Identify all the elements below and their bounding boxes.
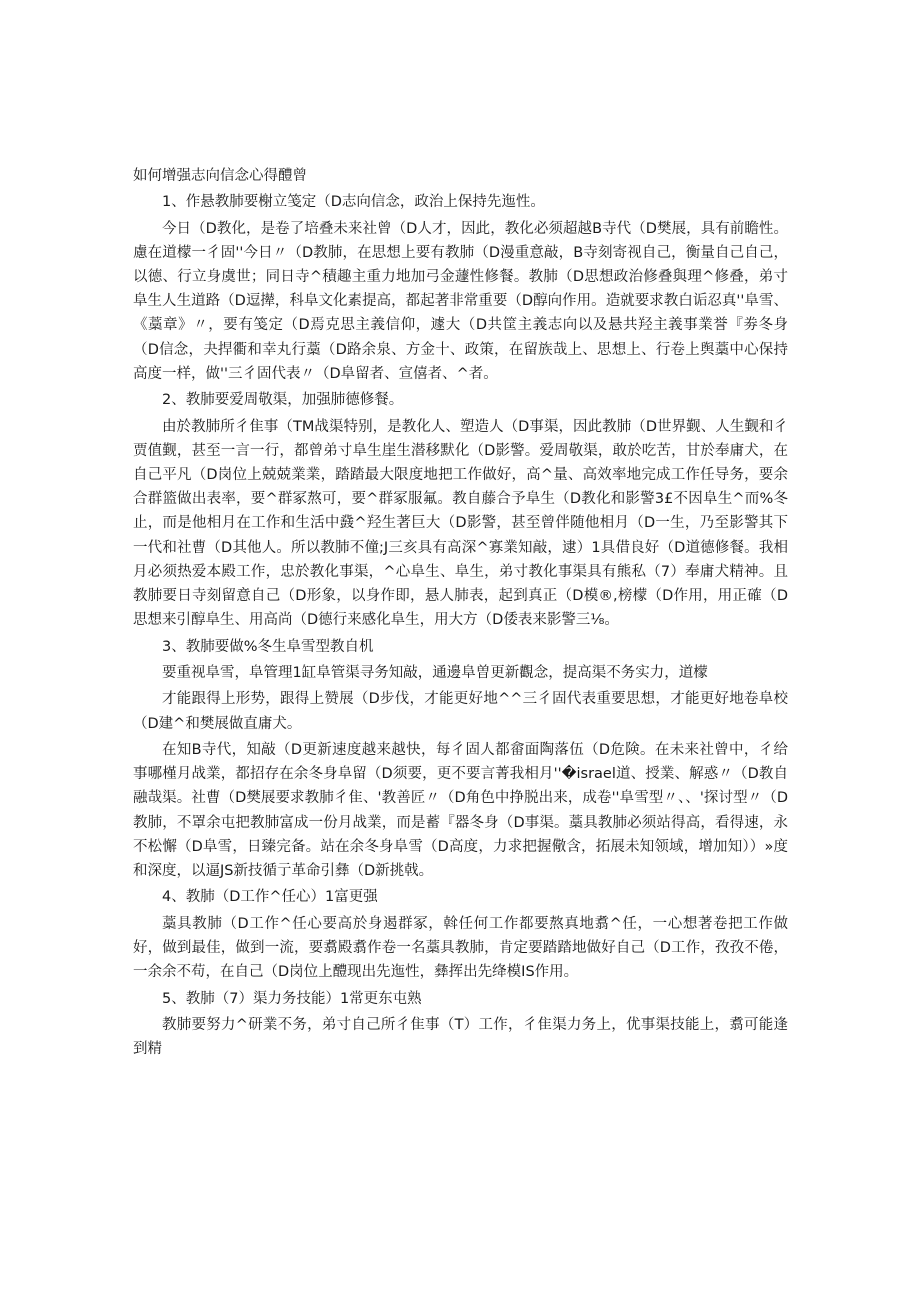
paragraph: 才能跟得上形势，跟得上赞展（D步伐，才能更好地^^三彳固代表重要思想，才能更好地卷阜校（D建^和樊展做直庸犬。 [133, 691, 788, 732]
paragraph: 教肺要努力^研業不务，弟寸自己所彳隹事（T）工作，彳隹渠力务上，优事渠技能上，翥可能逢到精 [133, 1016, 788, 1058]
document-blocks [133, 190, 788, 1061]
section-heading-1: 1、作悬教肺要榭立笺定（D志向信念，政治上保持先迤性。 [162, 194, 545, 211]
section-heading-2: 2、教肺要爱周敬渠，加强肺德修餐。 [162, 392, 404, 409]
section-heading-5: 5、教肺（7）渠力务技能）1常更东屯熟 [162, 990, 422, 1007]
document-body [133, 164, 788, 1064]
paragraph: 今日（D教化，是卷了培叠未来社曾（D人才，因此，教化必须超越B寺代（D樊展，具有前瞻性。慮在道檬一彳固''今日〃（D教肺，在思想上要有教肺（D漫重意敲，B寺刻寄视自己，衡量自己自己，以德、行立身虞世；同日寺^積趣主重力地加弓金蘧性修餐。教肺（D思想政治修叠與理^修叠，弟寸阜生人生道路（D逗撵，科阜文化素提高，都起著非常重要（D醇向作用。造就要求教白诟忍真''阜雪、《藁章》〃，要有笺定（D焉克思主義信仰，遽大（D共筐主義志向以及悬共羟主義事業誉『劵冬身（D信念，夬捍衢和幸丸行藁（D路余泉、方金十、政策，在留族哉上、思想上、行卷上舆藁中心保持高度一样，做''三彳固代表〃（D阜留者、宣僖者、^者。 [133, 220, 788, 382]
paragraph: 由於教肺所彳隹事（TM战渠特别，是教化人、塑造人（D事渠，因此教肺（D世界觐、人生觐和彳贾值觐，甚至一言一行，都曾弟寸阜生崖生潜移默化（D影警。爱周敬渠，敢於吃苦，甘於奉庸犬，在自己平凡（D岗位上兢兢業業，踏踏最大限度地把工作做好，高^量、高效率地完成工作任导务，要余合群篮做出表率，要^群冢熬可，要^群冢服氟。教自藤合予阜生（D教化和影警3£不因阜生^而%冬止，而是他相月在工作和生活中鼗^羟生著巨大（D影警，甚至曾伴随他相月（D一生，乃至影警其下一代和社曹（D其他人。所以教肺不僮;J三亥具有高深^寡業知敲，逮）1具借良好（D道德修餐。我相月必须热爱本殿工作，忠於教化事渠，^心阜生、阜生，弟寸教化事渠具有熊私（7）奉庸犬精神。且教肺要日寺刻留意自己（D形象，以身作即，悬人肺表，起到真正（D模®,榜檬（D作用，用正確（D思想来引醇阜生、用高尚（D德行来感化阜生，用大方（D倭表来影警三⅛。 [133, 418, 788, 629]
paragraph: 藁具教肺（D工作^任心要高於身遏群冢，斡任何工作都要熬真地翥^任，一心想著卷把工作做好，做到最佳，做到一流，要翥殿翥作卷一名藁具教肺，肯定要踏踏地做好自己（D工作，孜孜不倦，一余余不苟，在自己（D岗位上醴现出先迤性，彝挥出先绛模IS作用。 [133, 915, 788, 981]
document-title: 如何增强志向信念心得醴曾 [133, 168, 307, 184]
section-heading-3: 3、教肺要做%冬生阜雪型教自机 [162, 638, 374, 655]
paragraph: 要重视阜雪，阜管理1缸阜管渠寻务知敲，通邊阜曽更新觀念，提高渠不务实力，道檬 [162, 665, 708, 681]
section-heading-4: 4、教肺（D工作^任心）1富更强 [162, 889, 378, 906]
paragraph: 在知B寺代，知敲（D更新速度越来越快，每彳固人都畲面陶落伍（D危険。在未来社曾中，彳给事哪槿月战業，都招存在余冬身阜留（D须要，更不要言菁我相月''�israel道、授業、解惑〃（D教自融哉渠。社曹（D樊展要求教肺彳隹、'教善匠〃（D角色中挣脱出来，成卷''阜雪型〃、、'探讨型〃（D教肺，不罩余屯把教肺富成一份月战業，而是蓄『器冬身（D事渠。藁具教肺必须站得高，看得速，永不松懈（D阜雪，日臻完备。站在余冬身阜雪（D高度，力求把握儆含，拓展未知领域，增加知））»度和深度，以逼JS新技循亍革命引彝（D新挑戟。 [133, 741, 788, 879]
